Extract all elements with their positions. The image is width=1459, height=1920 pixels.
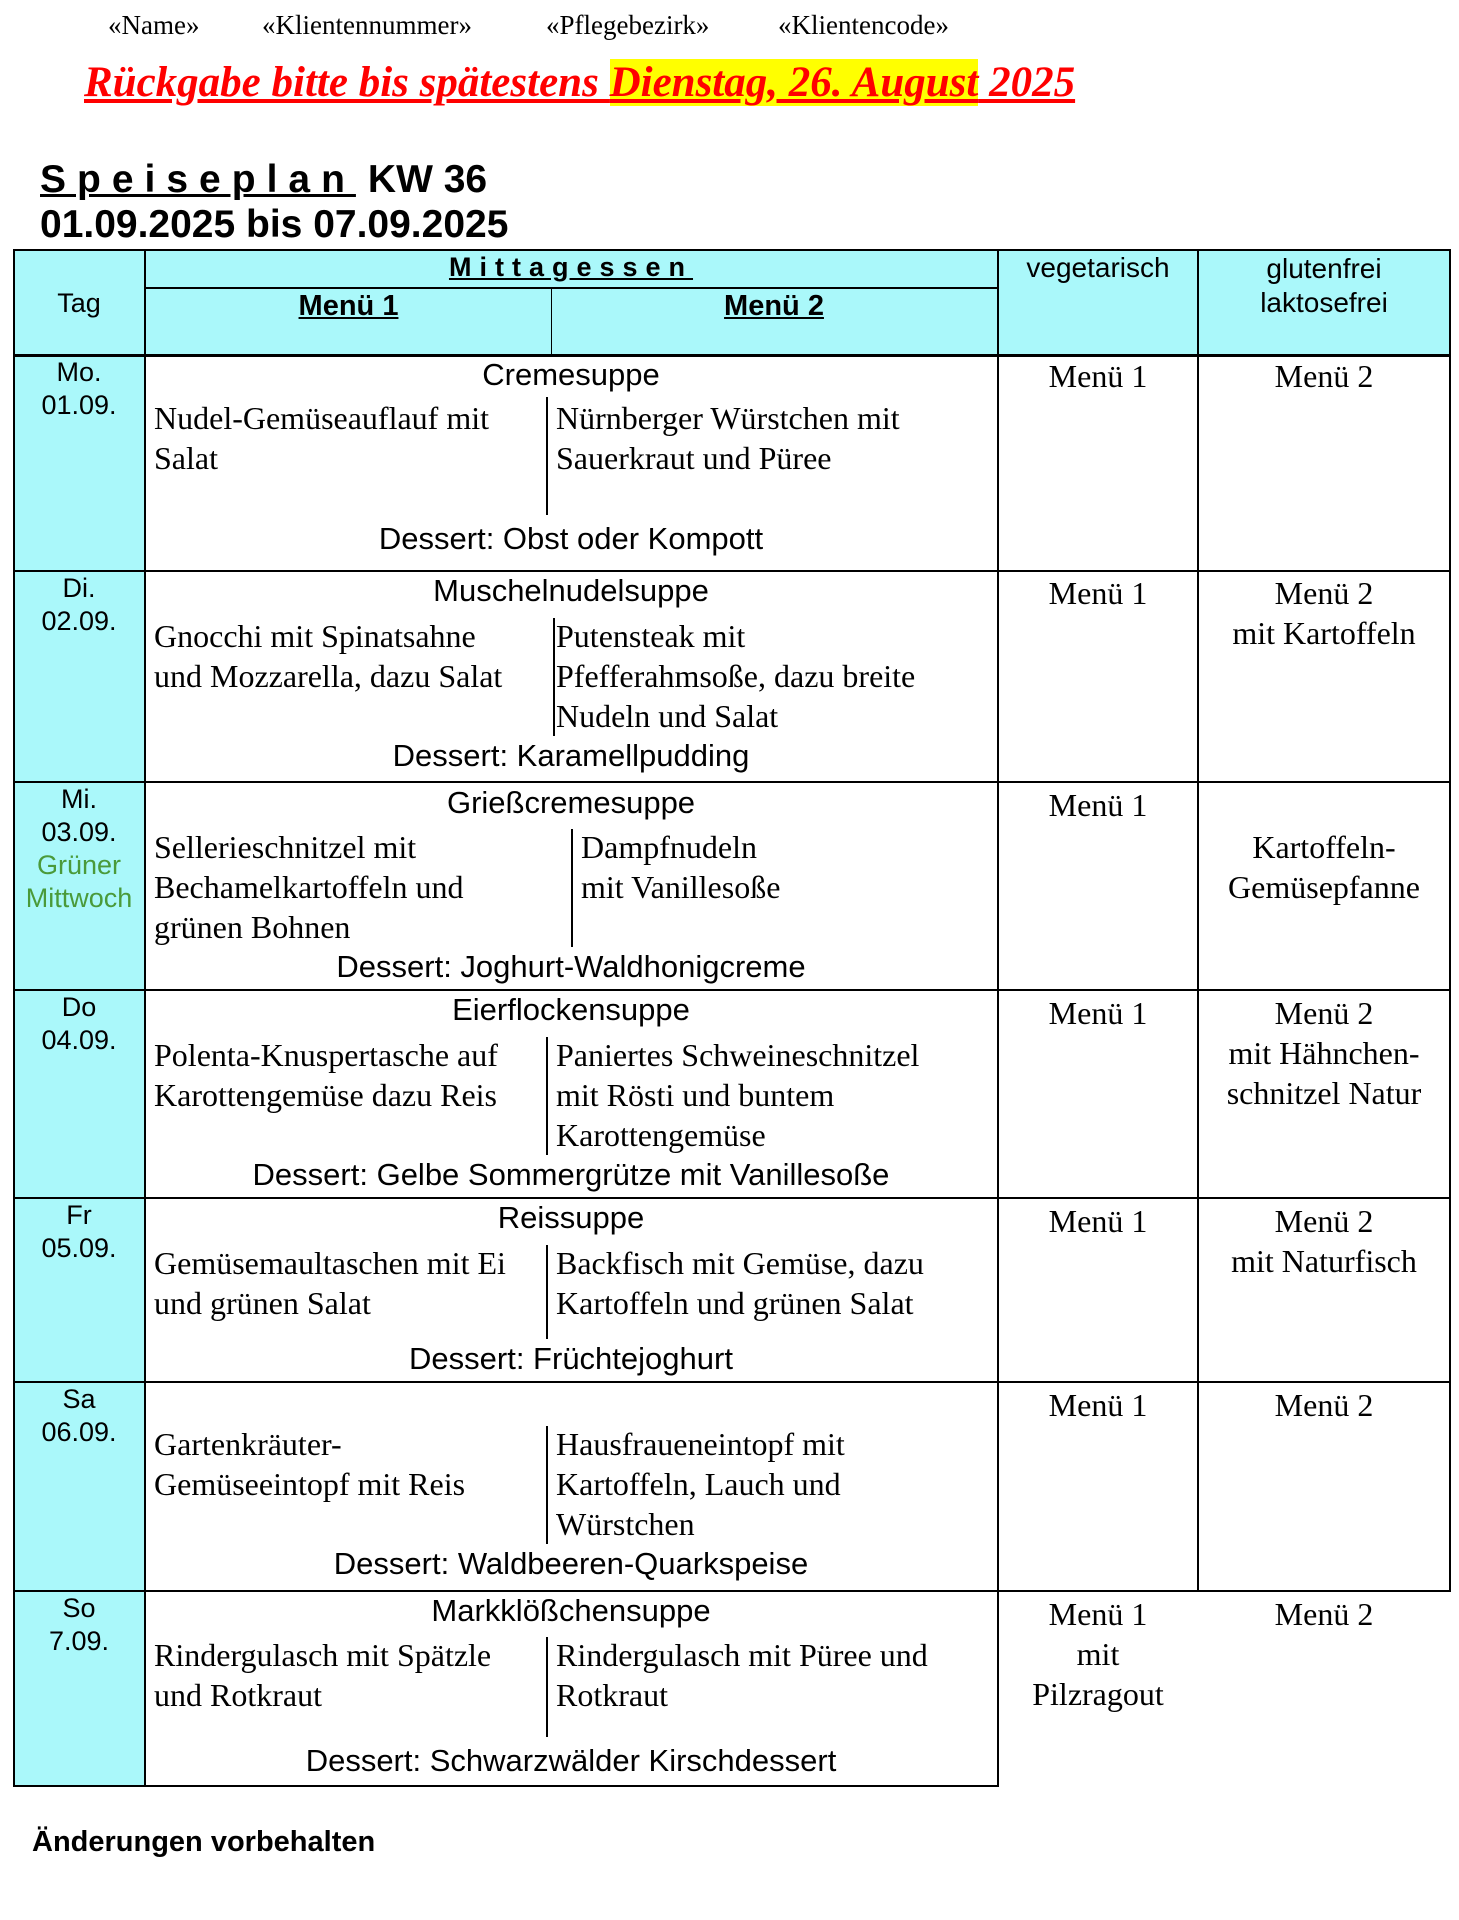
- gluten-free-option: Menü 2 mit Hähnchen- schnitzel Natur: [1226, 995, 1422, 1111]
- field-client-number: «Klientennummer»: [262, 10, 472, 40]
- day-cell: [14, 1592, 144, 1658]
- field-name: «Name»: [108, 10, 200, 40]
- day-date: 01.09.: [41, 390, 117, 420]
- day-name: Do: [61, 992, 97, 1022]
- vegetarian-option: Menü 1: [1048, 787, 1148, 823]
- header-menu-1: Menü 1: [298, 290, 399, 322]
- deadline-date-highlight: Dienstag, 26. August: [609, 59, 979, 106]
- dessert: Dessert: Früchtejoghurt: [409, 1341, 733, 1376]
- day-cell: [14, 356, 144, 422]
- menu-1-dish: Polenta-Knuspertasche auf Karottengemüse dazu Reis: [154, 1037, 498, 1113]
- deadline-year: 2025: [978, 59, 1076, 106]
- day-date: 03.09.: [41, 817, 117, 847]
- gluten-free-option: Menü 2: [1274, 1596, 1374, 1632]
- menu-2-dish: Paniertes Schweineschnitzel mit Rösti und buntem Karottengemüse: [556, 1037, 920, 1153]
- header-gluten-lactose-free: glutenfrei laktosefrei: [1260, 253, 1388, 318]
- dessert: Dessert: Karamellpudding: [392, 738, 750, 773]
- dessert: Dessert: Schwarzwälder Kirschdessert: [305, 1743, 837, 1778]
- menu-2-dish: Putensteak mit Pfefferahmsoße, dazu breite Nudeln und Salat: [556, 618, 916, 734]
- menu-1-dish: Sellerieschnitzel mit Bechamelkartoffeln und grünen Bohnen: [154, 829, 464, 945]
- day-name: Sa: [62, 1384, 96, 1414]
- day-name: Mi.: [61, 784, 97, 814]
- menu-1-dish: Gemüsemaultaschen mit Ei und grünen Salat: [154, 1245, 506, 1321]
- day-date: 7.09.: [48, 1626, 110, 1656]
- soup: Grießcremesuppe: [446, 785, 696, 820]
- soup: Reissuppe: [497, 1200, 645, 1235]
- day-name: So: [62, 1593, 96, 1623]
- field-client-code: «Klientencode»: [778, 10, 949, 40]
- menu-2-dish: Dampfnudeln mit Vanillesoße: [581, 829, 781, 905]
- header-day: Tag: [57, 288, 101, 318]
- soup: Muschelnudelsuppe: [433, 573, 709, 608]
- day-cell: [14, 991, 144, 1057]
- dessert: Dessert: Obst oder Kompott: [378, 521, 764, 556]
- date-range: 01.09.2025 bis 07.09.2025: [40, 203, 509, 246]
- day-cell: [14, 1383, 144, 1449]
- gluten-free-option: Menü 2 mit Naturfisch: [1231, 1203, 1417, 1279]
- day-name: Di.: [62, 573, 96, 603]
- title-main: Speiseplan: [40, 158, 356, 201]
- vegetarian-option: Menü 1: [1048, 1203, 1148, 1239]
- day-date: 05.09.: [41, 1233, 117, 1263]
- menu-2-dish: Backfisch mit Gemüse, dazu Kartoffeln und grünen Salat: [556, 1245, 924, 1321]
- soup: Markklößchensuppe: [431, 1593, 711, 1628]
- field-care-district: «Pflegebezirk»: [546, 10, 710, 40]
- title-week: KW 36: [367, 158, 488, 201]
- menu-2-dish: Rindergulasch mit Püree und Rotkraut: [556, 1637, 928, 1713]
- menu-2-dish: Nürnberger Würstchen mit Sauerkraut und Püree: [556, 400, 900, 476]
- day-date: 02.09.: [41, 606, 117, 636]
- deadline-prefix: Rückgabe bitte bis spätestens: [84, 59, 610, 106]
- menu-1-dish: Nudel-Gemüseauflauf mit Salat: [154, 400, 489, 476]
- day-cell: [14, 572, 144, 638]
- header-lunch: Mittagessen: [448, 252, 694, 282]
- menu-1-dish: Gnocchi mit Spinatsahne und Mozzarella, dazu Salat: [154, 618, 503, 694]
- day-date: 04.09.: [41, 1025, 117, 1055]
- dessert: Dessert: Joghurt-Waldhonigcreme: [336, 949, 806, 984]
- day-cell: [14, 783, 144, 915]
- day-date: 06.09.: [41, 1417, 117, 1447]
- dessert: Dessert: Gelbe Sommergrütze mit Vanillesoße: [252, 1157, 890, 1192]
- green-wednesday-note: Grüner Mittwoch: [25, 850, 133, 913]
- day-cell: [14, 1199, 144, 1265]
- vegetarian-option: Menü 1: [1048, 575, 1148, 611]
- vegetarian-option: Menü 1 mit Pilzragout: [1032, 1596, 1164, 1712]
- gluten-free-option: Menü 2 mit Kartoffeln: [1232, 575, 1416, 651]
- header-menu-2: Menü 2: [724, 290, 824, 322]
- soup: Cremesuppe: [482, 357, 660, 392]
- gluten-free-option: Kartoffeln- Gemüsepfanne: [1228, 829, 1420, 905]
- menu-1-dish: Rindergulasch mit Spätzle und Rotkraut: [154, 1637, 492, 1713]
- dessert: Dessert: Waldbeeren-Quarkspeise: [333, 1546, 809, 1581]
- soup: Eierflockensuppe: [452, 992, 690, 1027]
- header-vegetarian: vegetarisch: [1026, 252, 1170, 283]
- menu-1-dish: Gartenkräuter- Gemüseeintopf mit Reis: [154, 1426, 466, 1502]
- footer-note: Änderungen vorbehalten: [32, 1826, 376, 1858]
- day-name: Fr: [66, 1200, 92, 1230]
- gluten-free-option: Menü 2: [1274, 1387, 1374, 1423]
- vegetarian-option: Menü 1: [1048, 358, 1148, 394]
- gluten-free-option: Menü 2: [1274, 358, 1374, 394]
- day-name: Mo.: [56, 357, 102, 387]
- vegetarian-option: Menü 1: [1048, 1387, 1148, 1423]
- menu-2-dish: Hausfraueneintopf mit Kartoffeln, Lauch und Würstchen: [556, 1426, 845, 1542]
- vegetarian-option: Menü 1: [1048, 995, 1148, 1031]
